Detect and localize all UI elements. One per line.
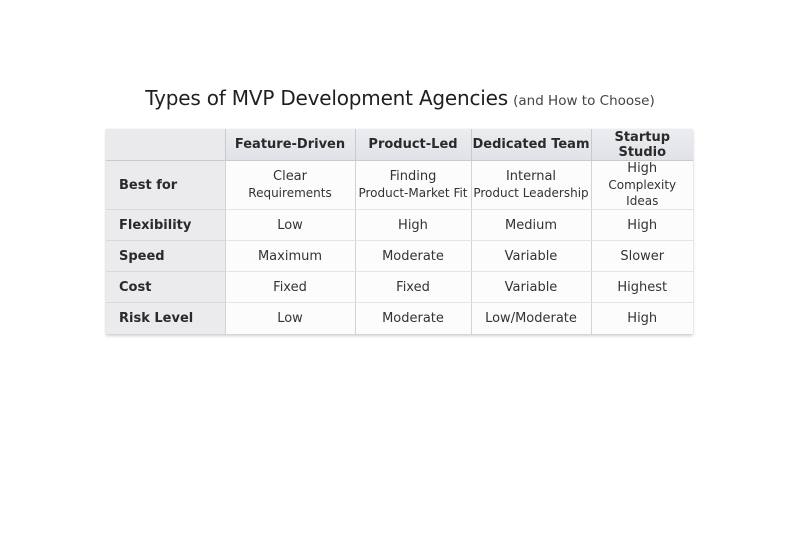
- cell-line: Internal: [505, 169, 557, 184]
- page-title: [0, 86, 800, 110]
- table-cell: [355, 161, 471, 210]
- row-label: Cost: [106, 272, 225, 303]
- cell-line: Product-Market Fit: [358, 186, 468, 200]
- table-cell: High: [355, 210, 471, 241]
- table-cell: [591, 161, 693, 210]
- cell-line: Clear: [273, 169, 307, 184]
- cell-line: Requirements: [248, 186, 332, 200]
- column-header: Product-Led: [355, 129, 471, 161]
- table-cell: Variable: [471, 241, 591, 272]
- row-label: Risk Level: [106, 303, 225, 334]
- table-cell: [471, 161, 591, 210]
- column-header: Feature-Driven: [225, 129, 355, 161]
- table-row: [106, 161, 693, 210]
- table-cell: Low: [225, 303, 355, 334]
- table-cell: Slower: [591, 241, 693, 272]
- table-cell: Maximum: [225, 241, 355, 272]
- row-label: Flexibility: [106, 210, 225, 241]
- cell-line: Product Leadership: [473, 186, 589, 200]
- table-cell: Highest: [591, 272, 693, 303]
- table-cell: High: [591, 210, 693, 241]
- table-cell: Low/Moderate: [471, 303, 591, 334]
- table-row: [106, 210, 693, 241]
- table-cell: Variable: [471, 272, 591, 303]
- table-cell: Moderate: [355, 241, 471, 272]
- table-cell: Fixed: [225, 272, 355, 303]
- table-cell: Low: [225, 210, 355, 241]
- comparison-table-card: [106, 129, 693, 334]
- table-cell: [225, 161, 355, 210]
- table-row: [106, 272, 693, 303]
- table-cell: Fixed: [355, 272, 471, 303]
- table-row: [106, 241, 693, 272]
- cell-line: High: [627, 161, 658, 176]
- table-row: [106, 303, 693, 334]
- comparison-table: [106, 129, 693, 334]
- table-cell: High: [591, 303, 693, 334]
- cell-line: Finding: [389, 169, 437, 184]
- table-cell: Medium: [471, 210, 591, 241]
- title-main: Types of MVP Development Agencies: [145, 86, 508, 110]
- cell-line: Complexity Ideas: [608, 178, 677, 208]
- table-cell: Moderate: [355, 303, 471, 334]
- column-header: Dedicated Team: [471, 129, 591, 161]
- title-subtitle: (and How to Choose): [513, 93, 655, 109]
- table-header-row: [106, 129, 693, 161]
- row-label: Speed: [106, 241, 225, 272]
- row-label: Best for: [106, 161, 225, 210]
- column-header: Startup Studio: [591, 129, 693, 161]
- table-corner-cell: [106, 129, 225, 161]
